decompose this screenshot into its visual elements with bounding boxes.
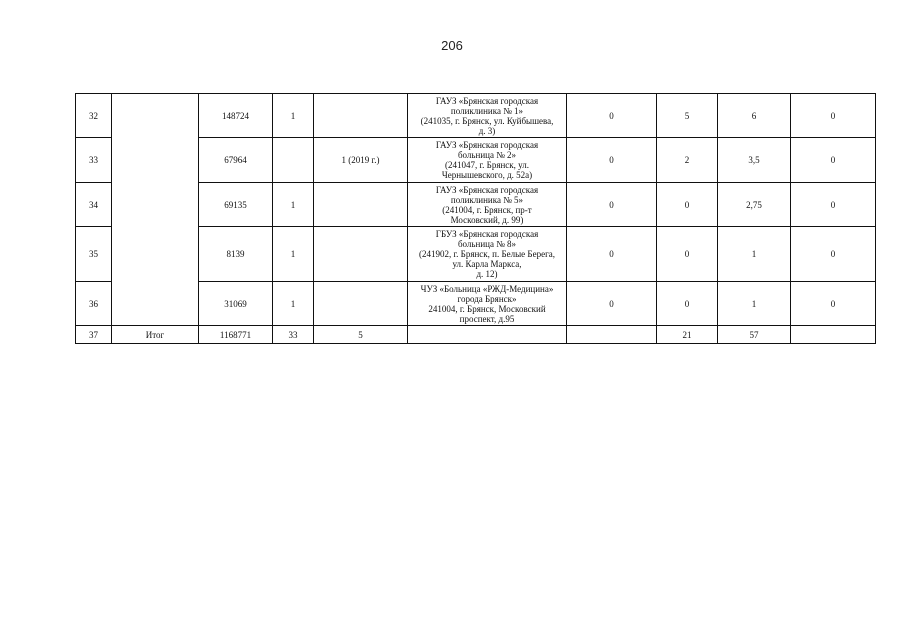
note-cell	[314, 282, 408, 326]
organization-cell: ЧУЗ «Больница «РЖД-Медицина» города Брянск» 241004, г. Брянск, Московский проспект, д.95	[408, 282, 567, 326]
value-cell-4: 0	[791, 183, 876, 227]
organization-cell: ГАУЗ «Брянская городская поликлиника № 5» (241004, г. Брянск, пр-т Московский, д. 99)	[408, 183, 567, 227]
code-cell: 1168771	[199, 326, 273, 344]
organization-cell	[408, 326, 567, 344]
value-cell-4	[791, 326, 876, 344]
row-number: 34	[76, 183, 112, 227]
row-number: 35	[76, 227, 112, 282]
value-cell-4: 0	[791, 227, 876, 282]
code-cell: 31069	[199, 282, 273, 326]
value-cell-3: 57	[718, 326, 791, 344]
count-cell: 1	[273, 282, 314, 326]
value-cell-4: 0	[791, 94, 876, 138]
value-cell-2: 5	[657, 94, 718, 138]
organization-cell: ГАУЗ «Брянская городская больница № 2» (241047, г. Брянск, ул. Чернышевского, д. 52а)	[408, 138, 567, 183]
note-cell	[314, 227, 408, 282]
value-cell-2: 21	[657, 326, 718, 344]
count-cell	[273, 138, 314, 183]
note-cell: 5	[314, 326, 408, 344]
code-cell: 148724	[199, 94, 273, 138]
value-cell-3: 1	[718, 282, 791, 326]
note-cell	[314, 183, 408, 227]
count-cell: 1	[273, 227, 314, 282]
value-cell-3: 1	[718, 227, 791, 282]
code-cell: 8139	[199, 227, 273, 282]
value-cell-1: 0	[567, 227, 657, 282]
value-cell-2: 0	[657, 183, 718, 227]
table-row	[76, 94, 876, 138]
value-cell-1: 0	[567, 94, 657, 138]
note-cell: 1 (2019 г.)	[314, 138, 408, 183]
value-cell-3: 2,75	[718, 183, 791, 227]
value-cell-2: 0	[657, 282, 718, 326]
value-cell-1	[567, 326, 657, 344]
row-number: 33	[76, 138, 112, 183]
count-cell: 1	[273, 183, 314, 227]
value-cell-1: 0	[567, 138, 657, 183]
organization-cell: ГБУЗ «Брянская городская больница № 8» (241902, г. Брянск, п. Белые Берега, ул. Карла Маркса, д. 12)	[408, 227, 567, 282]
note-cell	[314, 94, 408, 138]
value-cell-3: 6	[718, 94, 791, 138]
code-cell: 67964	[199, 138, 273, 183]
row-number: 32	[76, 94, 112, 138]
value-cell-2: 0	[657, 227, 718, 282]
total-label: Итог	[112, 326, 199, 344]
count-cell: 33	[273, 326, 314, 344]
group-cell	[112, 94, 199, 326]
page-number: 206	[441, 38, 463, 53]
code-cell: 69135	[199, 183, 273, 227]
value-cell-2: 2	[657, 138, 718, 183]
value-cell-1: 0	[567, 282, 657, 326]
total-row	[76, 326, 876, 344]
value-cell-1: 0	[567, 183, 657, 227]
value-cell-4: 0	[791, 282, 876, 326]
value-cell-4: 0	[791, 138, 876, 183]
count-cell: 1	[273, 94, 314, 138]
value-cell-3: 3,5	[718, 138, 791, 183]
data-table	[75, 93, 876, 344]
organization-cell: ГАУЗ «Брянская городская поликлиника № 1» (241035, г. Брянск, ул. Куйбышева, д. 3)	[408, 94, 567, 138]
row-number: 36	[76, 282, 112, 326]
row-number: 37	[76, 326, 112, 344]
